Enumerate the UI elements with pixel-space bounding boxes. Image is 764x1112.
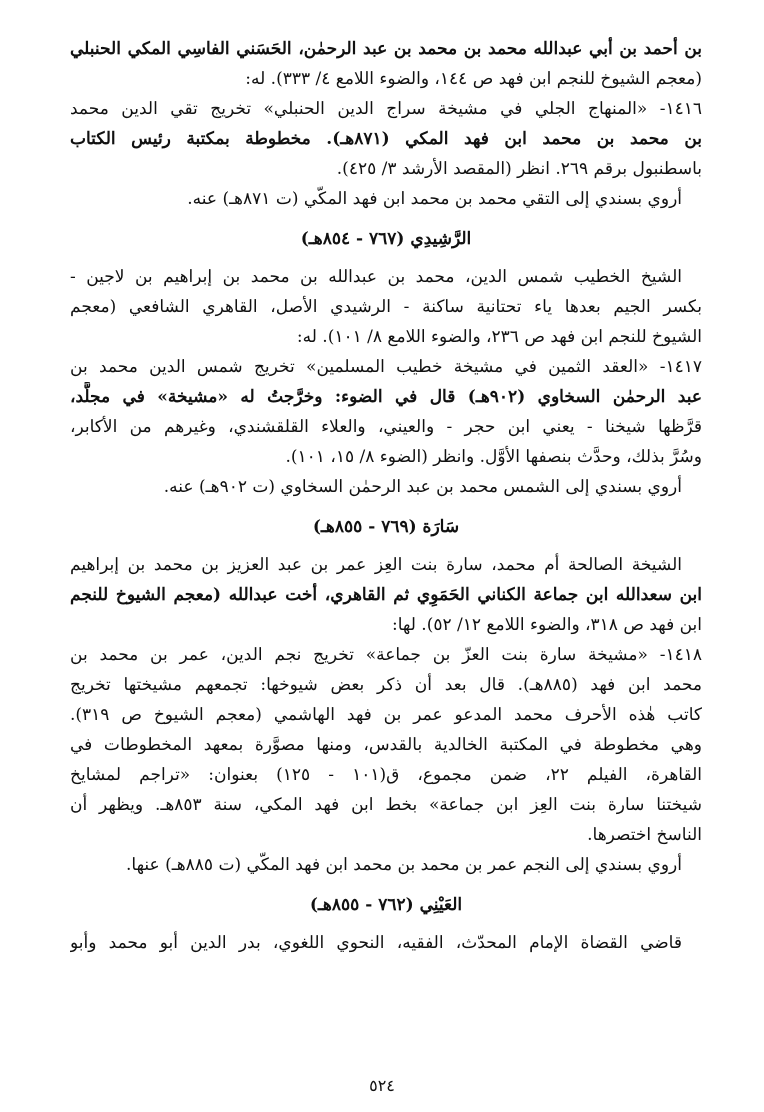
entry-1417-line: ١٤١٧- «العقد الثمين في مشيخة خطيب المسلمين» تخريج شمس الدين محمد بن — [70, 357, 702, 377]
document-page — [70, 34, 702, 1112]
text-line: الشيخ الخطيب شمس الدين، محمد بن عبدالله بن محمد بن إبراهيم بن لاجين - — [70, 267, 682, 287]
text-line: وسُرَّ بذلك، وحدَّث بنصفها الأوَّل. وانظر (الضوء ٨/ ١٥، ١٠١). — [285, 447, 702, 467]
text-line: بن أحمد بن أبي عبدالله محمد بن محمد بن عبد الرحمٰن، الحَسَني الفاسِي المكي الحنبلي — [70, 39, 702, 59]
text-line: قاضي القضاة الإمام المحدّث، الفقيه، النحوي اللغوي، بدر الدين أبو محمد وأبو — [70, 933, 682, 953]
text-line: بكسر الجيم بعدها ياء تحتانية ساكنة - الرشيدي الأصل، القاهري الشافعي (معجم — [70, 297, 702, 317]
page-number: ٥٢٤ — [369, 1076, 395, 1095]
text-line: الشيخة الصالحة أم محمد، سارة بنت العِز عمر بن عبد العزيز بن محمد بن إبراهيم — [70, 555, 682, 575]
text-line: (معجم الشيوخ للنجم ابن فهد ص ١٤٤، والضوء اللامع ٤/ ٣٣٣). له: — [245, 69, 702, 89]
text-line: وهي مخطوطة في المكتبة الخالدية بالقدس، ومنها مصوَّرة بمعهد المخطوطات في — [70, 735, 702, 755]
text-line: الشيوخ للنجم ابن فهد ص ٢٣٦، والضوء اللامع ٨/ ١٠١). له: — [296, 327, 702, 347]
narration-line: أروي بسندي إلى الشمس محمد بن عبد الرحمٰن السخاوي (ت ٩٠٢هـ) عنه. — [163, 477, 682, 497]
text-line: كاتب هٰذه الأحرف محمد المدعو عمر بن فهد الهاشمي (معجم الشيوخ ص ٣١٩). — [70, 705, 702, 725]
section-title-ayni: العَيْنِي (٧٦٢ - ٨٥٥هـ) — [309, 895, 463, 915]
section-title-rashidi: الرَّشِيدِي (٧٦٧ - ٨٥٤هـ) — [300, 229, 472, 249]
text-line: عبد الرحمٰن السخاوي (٩٠٢هـ) قال في الضوء: وخرَّجتُ له «مشيخة» في مجلَّد، — [70, 387, 702, 407]
text-line: باسطنبول برقم ٢٦٩. انظر (المقصد الأرشد ٣/ ٤٢٥). — [336, 159, 702, 179]
text-line: ابن فهد ص ٣١٨، والضوء اللامع ١٢/ ٥٢). لها: — [391, 615, 702, 635]
text-line: القاهرة، الفيلم ٢٢، ضمن مجموع، ق(١٠١ - ١٢٥) بعنوان: «تراجم لمشايخ — [70, 765, 702, 785]
text-line: محمد ابن فهد (٨٨٥هـ). قال بعد أن ذكر بعض شيوخها: تجمعهم مشيختها تخريج — [70, 675, 702, 695]
entry-1416-line: ١٤١٦- «المنهاج الجلي في مشيخة سراج الدين الحنبلي» تخريج تقي الدين محمد — [70, 99, 702, 119]
text-line: قرَّظها شيخنا - يعني ابن حجر - والعيني، والعلاء القلقشندي، وغيرهم من الأكابر، — [70, 417, 702, 437]
text-line: شيختنا سارة بنت العِز ابن جماعة» بخط ابن فهد المكي، سنة ٨٥٣هـ. ويظهر أن — [70, 795, 702, 815]
entry-1418-line: ١٤١٨- «مشيخة سارة بنت العزّ بن جماعة» تخريج نجم الدين، عمر بن محمد بن — [70, 645, 702, 665]
text-line: ابن سعدالله ابن جماعة الكناني الحَمَوِي ثم القاهري، أخت عبدالله (معجم الشيوخ للنجم — [70, 585, 702, 605]
narration-line: أروي بسندي إلى التقي محمد بن محمد ابن فهد المكّي (ت ٨٧١هـ) عنه. — [187, 189, 682, 209]
text-line: بن محمد بن محمد ابن فهد المكي (٨٧١هـ). مخطوطة بمكتبة رئيس الكتاب — [70, 129, 702, 149]
text-line: الناسخ اختصرها. — [587, 825, 702, 845]
section-title-sara: سَارَة (٧٦٩ - ٨٥٥هـ) — [312, 517, 460, 537]
narration-line: أروي بسندي إلى النجم عمر بن محمد بن محمد ابن فهد المكّي (ت ٨٨٥هـ) عنها. — [125, 855, 682, 875]
